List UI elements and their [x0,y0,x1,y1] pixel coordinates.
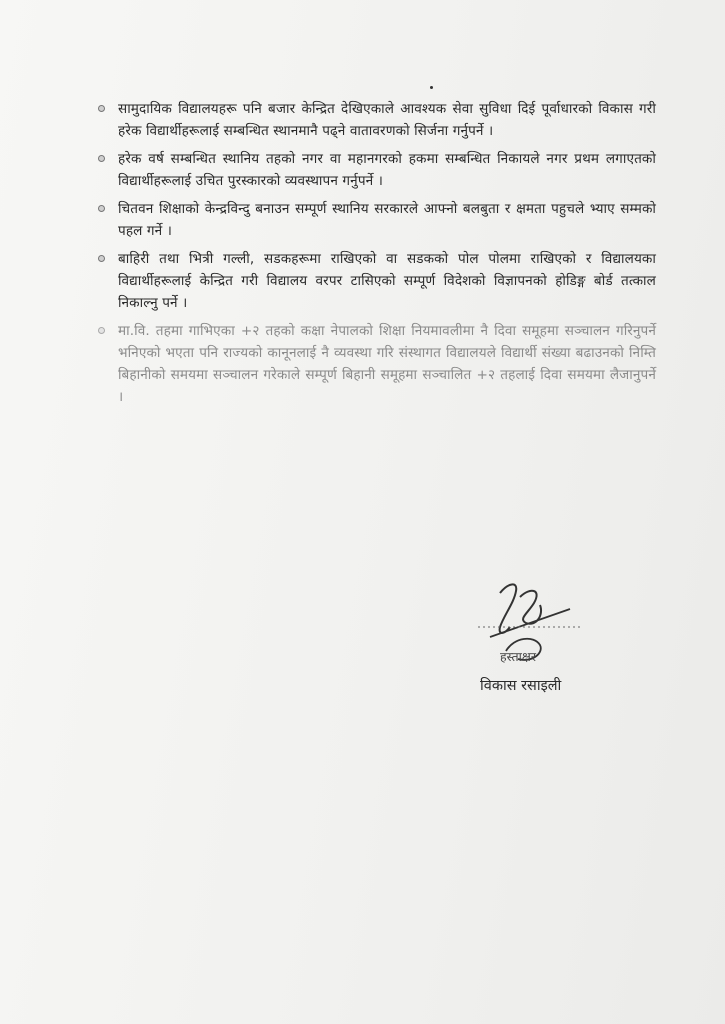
bullet-item [96,198,656,242]
bullet-item [96,320,656,408]
bullet-icon [98,205,105,212]
bullet-icon [98,155,105,162]
paper-speck [430,86,433,89]
bullet-icon [98,327,105,334]
bullet-icon [98,255,105,262]
bullet-text: बाहिरी तथा भित्री गल्ली, सडकहरूमा राखिएको वा सडकको पोल पोलमा राखिएको र विद्यालयका विद्यार्थीहरूलाई केन्द्रित गरी विद्यालय वरपर टासिएको सम्पूर्ण विदेशको विज्ञापनको होडिङ्ग बोर्ड तत्काल निकाल्नु पर्ने । [118,251,656,311]
bullet-text: चितवन शिक्षाको केन्द्रविन्दु बनाउन सम्पूर्ण स्थानिय सरकारले आफ्नो बलबुता र क्षमता पहुचले भ्याए सम्मको पहल गर्ने । [118,201,656,239]
bullet-item [96,98,656,142]
bullet-item [96,148,656,192]
bullet-icon [98,105,105,112]
bullet-item [96,248,656,314]
signer-name: विकास रसाइली [480,678,562,694]
bullet-list [96,98,656,414]
bullet-text: सामुदायिक विद्यालयहरू पनि बजार केन्द्रित देखिएकाले आवश्यक सेवा सुविधा दिई पूर्वाधारको विकास गरी हरेक विद्यार्थीहरूलाई सम्बन्धित स्थानमानै पढ्ने वातावरणको सिर्जना गर्नुपर्ने । [118,101,656,139]
bullet-text: हरेक वर्ष सम्बन्धित स्थानिय तहको नगर वा महानगरको हकमा सम्बन्धित निकायले नगर प्रथम लगाएतको विद्यार्थीहरूलाई उचित पुरस्कारको व्यवस्थापन गर्नुपर्ने । [118,151,656,189]
bullet-text: मा.वि. तहमा गाभिएका +२ तहको कक्षा नेपालको शिक्षा नियमावलीमा नै दिवा समूहमा सञ्चालन गरिनुपर्ने भनिएको भएता पनि राज्यको कानूनलाई नै व्यवस्था गरि संस्थागत विद्यालयले विद्यार्थी संख्या बढाउनको निम्ति बिहानीको समयमा सञ्चालन गरेकाले सम्पूर्ण बिहानी समूहमा सञ्चालित +२ तहलाई दिवा समयमा लैजानुपर्ने । [118,323,656,405]
signature-block [470,575,600,705]
signature-label: हस्ताक्षर [500,649,536,664]
